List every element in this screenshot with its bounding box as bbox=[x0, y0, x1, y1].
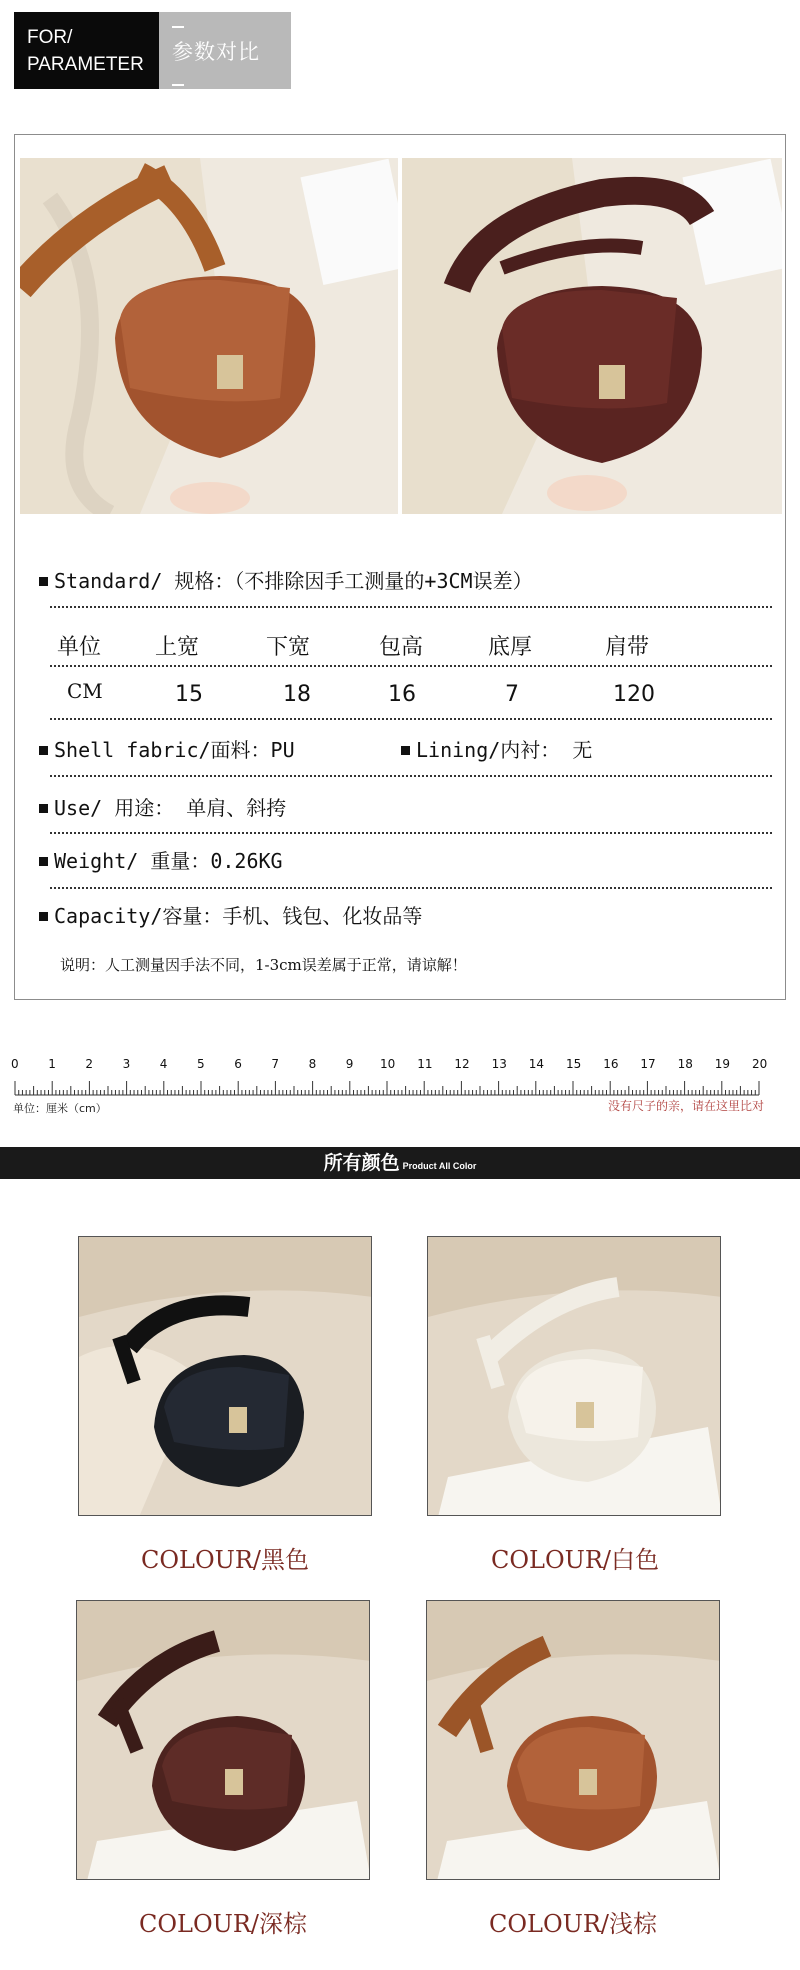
ruler-number: 10 bbox=[380, 1057, 396, 1071]
section-label bbox=[14, 12, 159, 89]
section-label-line1: FOR/ bbox=[27, 27, 73, 48]
section-label-line2: PARAMETER bbox=[27, 54, 144, 75]
weight-line bbox=[39, 845, 283, 874]
weight-text: Weight/ 重量：0.26KG bbox=[54, 849, 283, 873]
ruler-number: 5 bbox=[197, 1057, 205, 1071]
ruler-number: 11 bbox=[417, 1057, 433, 1071]
table-header: 包高 bbox=[379, 635, 424, 660]
table-header: 肩带 bbox=[605, 635, 650, 660]
ruler-unit: 单位：厘米（cm） bbox=[13, 1102, 107, 1115]
ruler bbox=[0, 1055, 800, 1135]
use-text: Use/ 用途： 单肩、斜挎 bbox=[54, 796, 287, 820]
color-caption-black: COLOUR/黑色 bbox=[140, 1546, 310, 1574]
bullet-icon bbox=[39, 912, 48, 921]
color-photo-black bbox=[78, 1236, 372, 1516]
ruler-number: 7 bbox=[271, 1057, 280, 1071]
divider bbox=[50, 665, 772, 667]
ruler-number: 0 bbox=[11, 1057, 19, 1071]
ruler-number: 18 bbox=[677, 1057, 693, 1071]
ruler-number: 4 bbox=[159, 1057, 168, 1071]
ruler-number: 8 bbox=[308, 1057, 317, 1071]
bullet-icon bbox=[39, 577, 48, 586]
divider bbox=[50, 606, 772, 608]
table-cell: 7 bbox=[505, 682, 519, 707]
section-title-box bbox=[159, 12, 291, 89]
colors-banner bbox=[0, 1147, 800, 1179]
ruler-number: 2 bbox=[85, 1057, 94, 1071]
table-header: 单位 bbox=[57, 635, 102, 660]
spec-frame bbox=[14, 134, 786, 1000]
measurement-note: 说明：人工测量因手法不同，1-3cm误差属于正常，请谅解！ bbox=[60, 956, 467, 974]
table-header: 底厚 bbox=[488, 635, 533, 660]
ruler-number: 17 bbox=[640, 1057, 656, 1071]
table-header: 下宽 bbox=[266, 635, 311, 660]
table-cell: CM bbox=[67, 679, 103, 703]
lining-text: Lining/内衬： 无 bbox=[416, 738, 593, 762]
ruler-number: 1 bbox=[48, 1057, 56, 1071]
divider bbox=[50, 832, 772, 834]
ruler-number: 12 bbox=[454, 1057, 470, 1071]
color-caption-white: COLOUR/白色 bbox=[490, 1546, 660, 1574]
shell-fabric-text: Shell fabric/面料：PU bbox=[54, 738, 295, 762]
divider bbox=[50, 887, 772, 889]
standard-line bbox=[39, 565, 533, 594]
colors-subtitle: Product All Color bbox=[402, 1161, 477, 1171]
color-photo-white bbox=[427, 1236, 721, 1516]
table-cell: 16 bbox=[388, 682, 416, 707]
bullet-icon bbox=[401, 746, 410, 755]
ruler-number: 14 bbox=[528, 1057, 545, 1071]
divider bbox=[50, 718, 772, 720]
ruler-number: 16 bbox=[603, 1057, 619, 1071]
capacity-line bbox=[39, 900, 422, 929]
ruler-number: 9 bbox=[345, 1057, 354, 1071]
shell-fabric-line bbox=[39, 734, 295, 763]
ruler-number: 19 bbox=[714, 1057, 731, 1071]
use-line bbox=[39, 792, 286, 821]
ruler-number: 15 bbox=[566, 1057, 582, 1071]
title-dash-bottom bbox=[172, 84, 184, 86]
bullet-icon bbox=[39, 746, 48, 755]
product-photo-light-brown bbox=[20, 158, 398, 514]
bullet-icon bbox=[39, 804, 48, 813]
bullet-icon bbox=[39, 857, 48, 866]
lining-line bbox=[401, 734, 592, 763]
capacity-text: Capacity/容量：手机、钱包、化妆品等 bbox=[54, 904, 423, 928]
ruler-note: 没有尺子的亲，请在这里比对 bbox=[608, 1099, 765, 1113]
ruler-number: 20 bbox=[752, 1057, 768, 1071]
color-caption-light-brown: COLOUR/浅棕 bbox=[488, 1910, 658, 1938]
color-photo-dark-brown bbox=[76, 1600, 370, 1880]
table-cell: 18 bbox=[283, 682, 311, 707]
ruler-number: 6 bbox=[234, 1057, 242, 1071]
standard-text: Standard/ 规格：（不排除因手工测量的+3CM误差） bbox=[54, 569, 533, 593]
table-cell: 120 bbox=[613, 682, 655, 707]
color-caption-dark-brown: COLOUR/深棕 bbox=[138, 1910, 308, 1938]
ruler-number: 13 bbox=[491, 1057, 507, 1071]
section-title: 参数对比 bbox=[172, 40, 260, 64]
colors-title: 所有颜色 bbox=[323, 1152, 400, 1174]
table-cell: 15 bbox=[175, 682, 203, 707]
product-photo-dark-brown bbox=[402, 158, 782, 514]
ruler-number: 3 bbox=[122, 1057, 131, 1071]
divider bbox=[50, 775, 772, 777]
color-photo-light-brown bbox=[426, 1600, 720, 1880]
table-header: 上宽 bbox=[155, 635, 200, 660]
title-dash-top bbox=[172, 26, 184, 28]
ruler-ticks bbox=[0, 1075, 800, 1099]
